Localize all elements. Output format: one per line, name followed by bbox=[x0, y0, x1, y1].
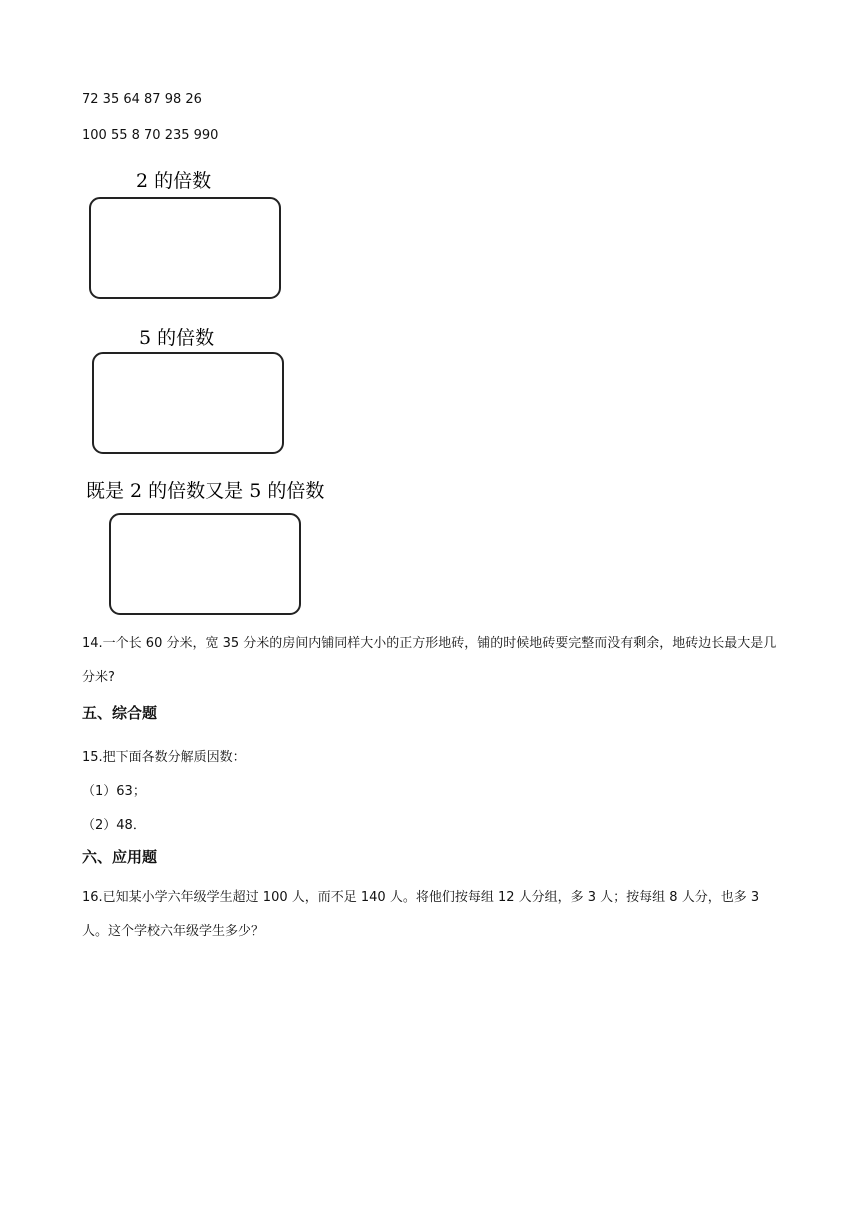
answer-box-multiples-of-5[interactable] bbox=[92, 352, 284, 454]
box-title-multiples-of-2: 2 的倍数 bbox=[136, 170, 212, 192]
section-heading-6: 六、应用题 bbox=[82, 848, 158, 866]
number-list-row-1: 72 35 64 87 98 26 bbox=[82, 92, 202, 107]
answer-box-multiples-of-2[interactable] bbox=[89, 197, 281, 299]
number-list-row-2: 100 55 8 70 235 990 bbox=[82, 128, 219, 143]
box-title-multiples-of-2-and-5: 既是 2 的倍数又是 5 的倍数 bbox=[86, 480, 325, 502]
question-15: 15.把下面各数分解质因数： bbox=[82, 750, 246, 765]
question-15-item-1: （1）63； bbox=[82, 784, 146, 799]
section-heading-5: 五、综合题 bbox=[82, 704, 158, 722]
box-title-multiples-of-5: 5 的倍数 bbox=[139, 327, 215, 349]
question-16: 16.已知某小学六年级学生超过 100 人，而不足 140 人。将他们按每组 12 人分组，多 3 人；按每组 8 人分，也多 3 人。这个学校六年级学生多少？ bbox=[82, 890, 760, 939]
question-14: 14.一个长 60 分米，宽 35 分米的房间内铺同样大小的正方形地砖，铺的时候地砖要完整而没有剩余，地砖边长最大是几分米? bbox=[82, 636, 777, 685]
answer-box-multiples-of-2-and-5[interactable] bbox=[109, 513, 301, 615]
question-15-item-2: （2）48． bbox=[82, 818, 146, 833]
